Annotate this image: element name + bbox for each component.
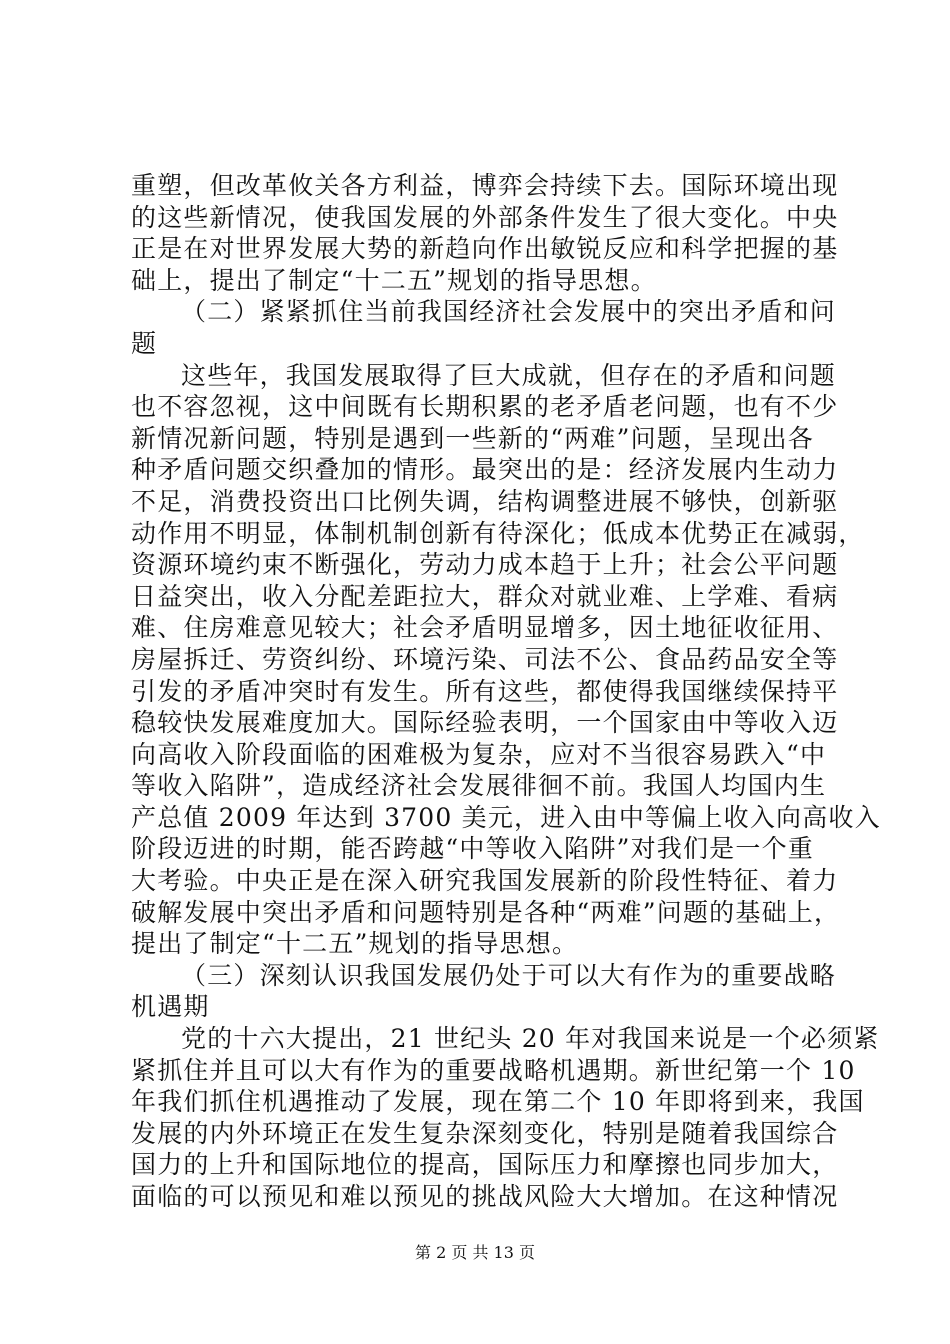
text-line: 等收入陷阱”，造成经济社会发展徘徊不前。我国人均国内生 <box>131 771 827 801</box>
text-line: 难、住房难意见较大；社会矛盾明显增多，因土地征收征用、 <box>131 613 839 643</box>
text-line: 正是在对世界发展大势的新趋向作出敏锐反应和科学把握的基 <box>131 234 839 264</box>
body-text <box>131 170 881 1213</box>
text-line: 不足，消费投资出口比例失调，结构调整进展不够快，创新驱 <box>131 486 839 516</box>
text-line: 紧抓住并且可以大有作为的重要战略机遇期。新世纪第一个 10 <box>131 1055 856 1085</box>
text-line: 向高收入阶段面临的困难极为复杂，应对不当很容易跌入“中 <box>131 739 827 769</box>
text-line: 也不容忽视，这中间既有长期积累的老矛盾老问题，也有不少 <box>131 392 839 422</box>
page-footer: 第 2 页 共 13 页 <box>415 1243 535 1262</box>
text-line: 的这些新情况，使我国发展的外部条件发生了很大变化。中央 <box>131 202 839 232</box>
text-line: 日益突出，收入分配差距拉大，群众对就业难、上学难、看病 <box>131 581 839 611</box>
text-line: （三）深刻认识我国发展仍处于可以大有作为的重要战略 <box>181 960 837 990</box>
text-line: 年我们抓住机遇推动了发展，现在第二个 10 年即将到来，我国 <box>131 1087 865 1117</box>
text-line: 新情况新问题，特别是遇到一些新的“两难”问题，呈现出各 <box>131 423 814 453</box>
text-line: 引发的矛盾冲突时有发生。所有这些，都使得我国继续保持平 <box>131 676 839 706</box>
text-line: 种矛盾问题交织叠加的情形。最突出的是：经济发展内生动力 <box>131 455 839 485</box>
text-line: 产总值 2009 年达到 3700 美元，进入由中等偏上收入向高收入 <box>131 802 881 832</box>
text-line: 题 <box>131 328 158 358</box>
text-line: 党的十六大提出，21 世纪头 20 年对我国来说是一个必须紧 <box>181 1024 880 1054</box>
text-line: 发展的内外环境正在发生复杂深刻变化，特别是随着我国综合 <box>131 1118 839 1148</box>
text-line: 大考验。中央正是在深入研究我国发展新的阶段性特征、着力 <box>131 866 839 896</box>
text-line: 房屋拆迁、劳资纠纷、环境污染、司法不公、食品药品安全等 <box>131 644 839 674</box>
text-line: 机遇期 <box>131 992 210 1022</box>
text-line: 国力的上升和国际地位的提高，国际压力和摩擦也同步加大， <box>131 1150 839 1180</box>
text-line: 阶段迈进的时期，能否跨越“中等收入陷阱”对我们是一个重 <box>131 834 814 864</box>
text-line: 面临的可以预见和难以预见的挑战风险大大增加。在这种情况 <box>131 1182 839 1211</box>
text-line: 这些年，我国发展取得了巨大成就，但存在的矛盾和问题 <box>181 360 837 390</box>
text-line: 破解发展中突出矛盾和问题特别是各种“两难”问题的基础上， <box>131 897 841 927</box>
text-line: 稳较快发展难度加大。国际经验表明，一个国家由中等收入迈 <box>131 708 839 738</box>
text-line: 动作用不明显，体制机制创新有待深化；低成本优势正在减弱， <box>131 518 865 548</box>
text-line: 资源环境约束不断强化，劳动力成本趋于上升；社会公平问题 <box>131 550 839 580</box>
text-line: 重塑，但改革攸关各方利益，博弈会持续下去。国际环境出现 <box>131 171 839 200</box>
text-line: （二）紧紧抓住当前我国经济社会发展中的突出矛盾和问 <box>181 297 837 327</box>
text-line: 础上，提出了制定“十二五”规划的指导思想。 <box>131 265 657 295</box>
text-line: 提出了制定“十二五”规划的指导思想。 <box>131 929 579 959</box>
